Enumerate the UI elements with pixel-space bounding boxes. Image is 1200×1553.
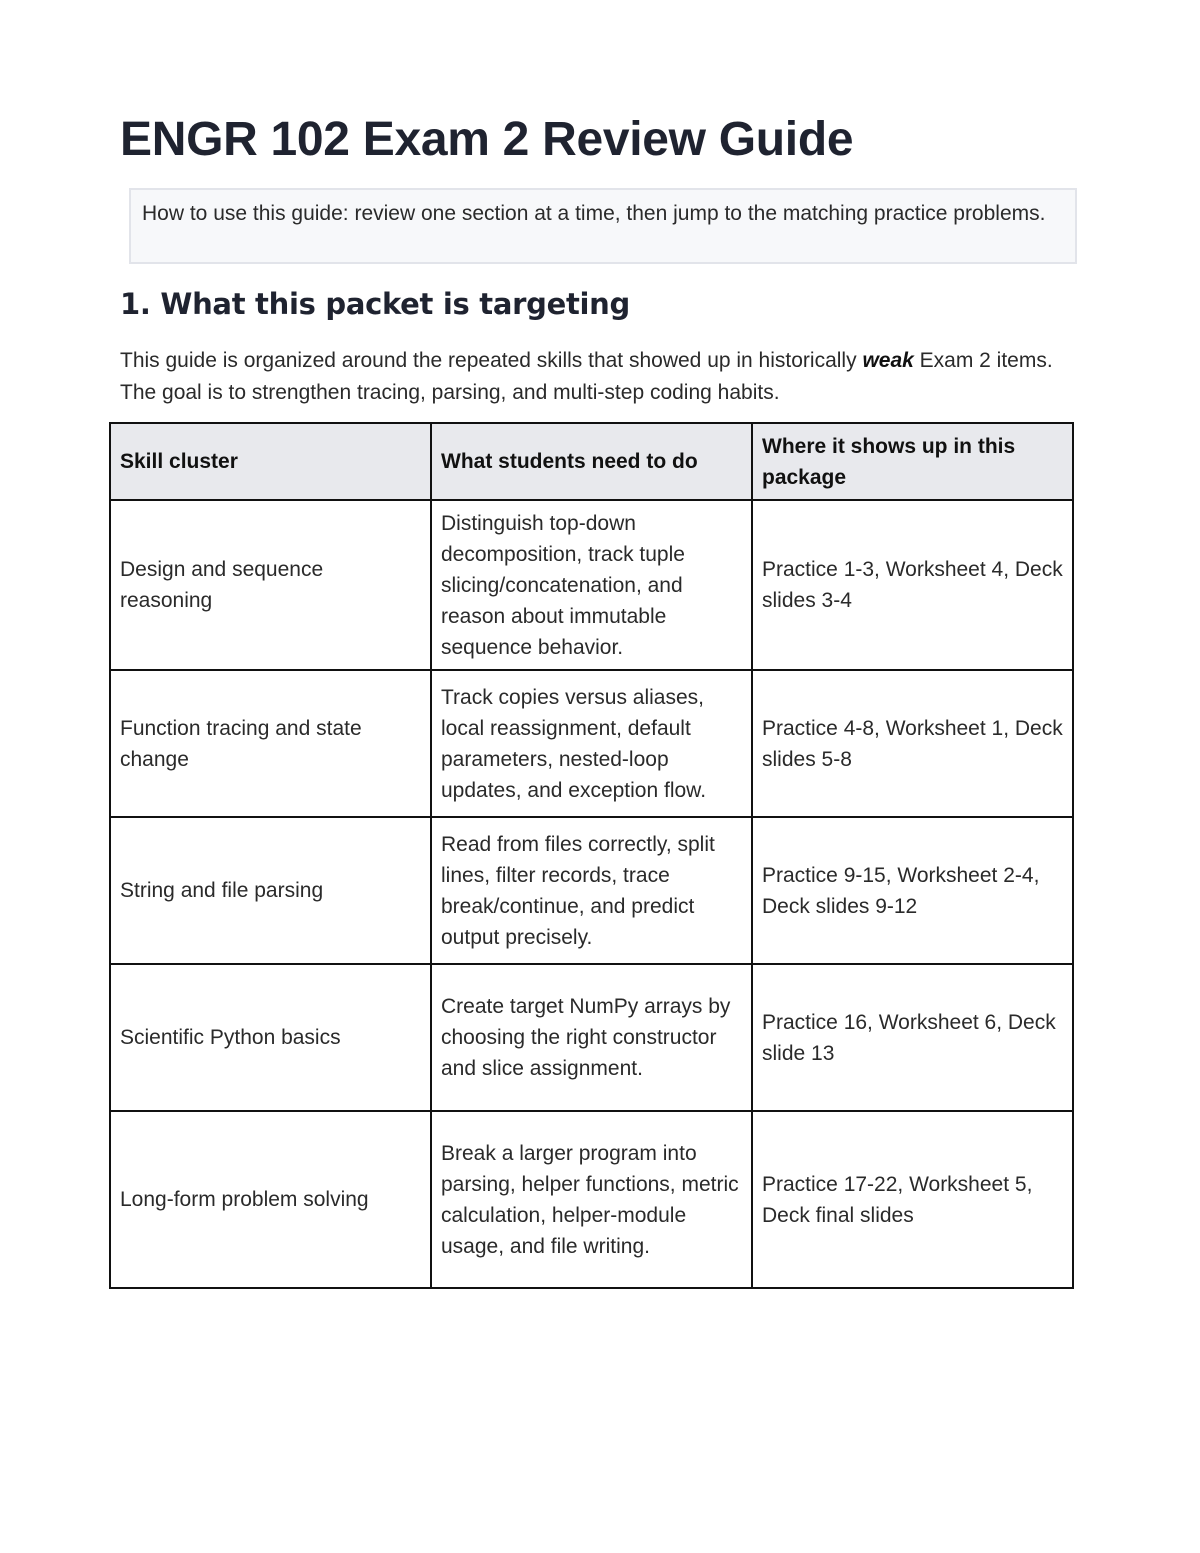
table-row [110, 500, 1073, 670]
cell-skill: Design and sequence reasoning [110, 500, 431, 670]
cell-location: Practice 1-3, Worksheet 4, Deck slides 3-4 [752, 500, 1073, 670]
cell-task: Create target NumPy arrays by choosing the right constructor and slice assignment. [431, 964, 752, 1111]
table-row [110, 964, 1073, 1111]
intro-paragraph [120, 345, 1090, 409]
cell-location: Practice 17-22, Worksheet 5, Deck final slides [752, 1111, 1073, 1288]
intro-emphasis: weak [862, 349, 914, 372]
cell-skill: Function tracing and state change [110, 670, 431, 817]
cell-location: Practice 4-8, Worksheet 1, Deck slides 5-8 [752, 670, 1073, 817]
cell-task: Read from files correctly, split lines, filter records, trace break/continue, and predict output precisely. [431, 817, 752, 964]
cell-task: Break a larger program into parsing, helper functions, metric calculation, helper-module usage, and file writing. [431, 1111, 752, 1288]
header-skill-cluster: Skill cluster [110, 423, 431, 500]
table-row [110, 1111, 1073, 1288]
skills-table [109, 422, 1074, 1289]
cell-task: Distinguish top-down decomposition, track tuple slicing/concatenation, and reason about immutable sequence behavior. [431, 500, 752, 670]
page-title: ENGR 102 Exam 2 Review Guide [120, 113, 854, 166]
header-where-it-shows: Where it shows up in this package [752, 423, 1073, 500]
usage-callout: How to use this guide: review one section at a time, then jump to the matching practice problems. [129, 188, 1077, 264]
cell-skill: Scientific Python basics [110, 964, 431, 1111]
intro-text-before: This guide is organized around the repeated skills that showed up in historically [120, 349, 863, 372]
table-header-row [110, 423, 1073, 500]
cell-location: Practice 9-15, Worksheet 2-4, Deck slides 9-12 [752, 817, 1073, 964]
header-what-to-do: What students need to do [431, 423, 752, 500]
cell-skill: Long-form problem solving [110, 1111, 431, 1288]
table-row [110, 817, 1073, 964]
table-row [110, 670, 1073, 817]
section-heading: 1. What this packet is targeting [120, 287, 630, 321]
cell-location: Practice 16, Worksheet 6, Deck slide 13 [752, 964, 1073, 1111]
cell-task: Track copies versus aliases, local reassignment, default parameters, nested-loop updates, and exception flow. [431, 670, 752, 817]
intro-text-after: Exam 2 items. The goal is to strengthen tracing, parsing, and multi-step coding habits. [120, 349, 1053, 404]
cell-skill: String and file parsing [110, 817, 431, 964]
